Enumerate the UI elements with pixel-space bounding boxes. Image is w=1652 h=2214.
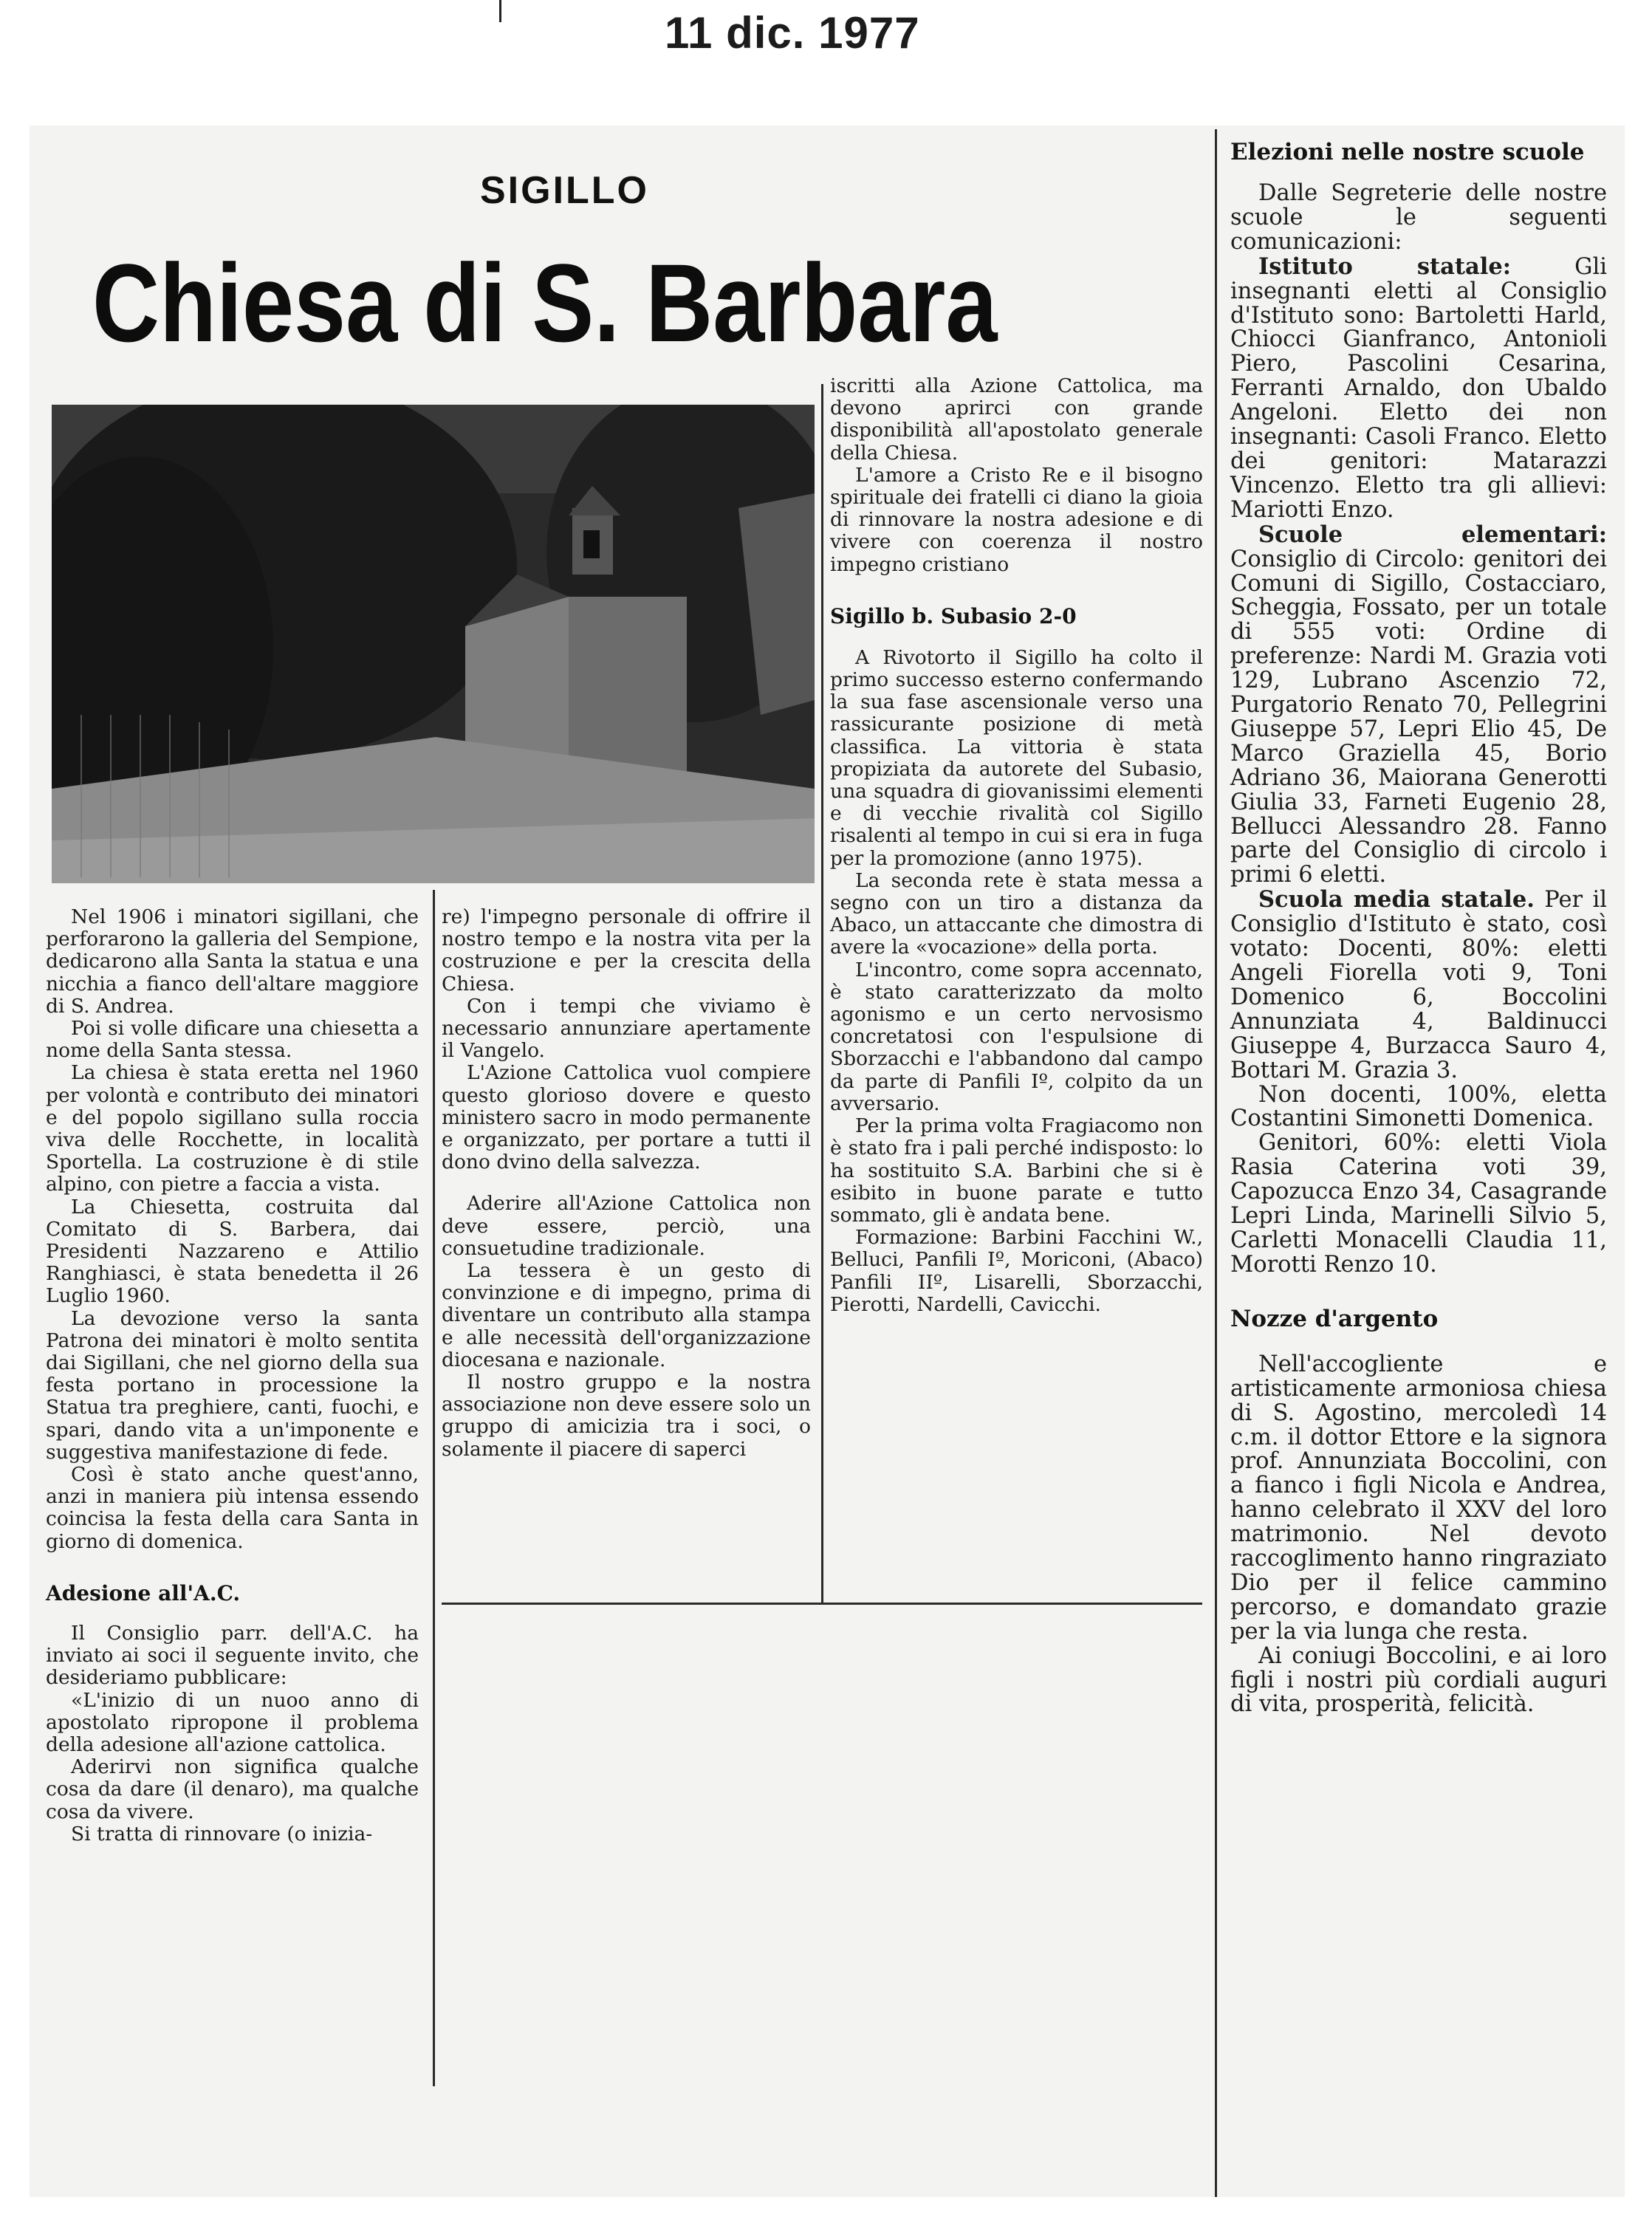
column-rule-2 xyxy=(821,384,823,1603)
paragraph: Così è stato anche quest'anno, anzi in maniera più intensa essendo coincisa la festa della cara Santa in giorno di domenica. xyxy=(46,1463,419,1553)
item-text: Gli insegnanti eletti al Consiglio d'Istituto sono: Bartoletti Harld, Chiocci Gianfranco, Antonioli Piero, Pascolini Cesarina, Ferranti Arnaldo, don Ubaldo Angeloni. Eletto dei non insegnanti: Casoli Franco. Eletto dei genitori: Matarazzi Vincenzo. Eletto tra gli allievi: Mariotti Enzo. xyxy=(1230,253,1607,523)
scan-mark-left xyxy=(499,0,501,22)
column-1 xyxy=(46,906,419,1845)
paragraph: Aderire all'Azione Cattolica non deve essere, perciò, una consuetudine tradizionale. xyxy=(442,1192,811,1260)
paragraph: L'amore a Cristo Re e il bisogno spirituale dei fratelli ci diano la gioia di rinnovare la nostra adesione e di vivere con coerenza il nostro impegno cristiano xyxy=(830,463,1203,576)
paragraph: Formazione: Barbini Facchini W., Belluci, Panfili Iº, Moriconi, (Abaco) Panfili IIº, Lisarelli, Sborzacchi, Pierotti, Nardelli, Cavicchi. xyxy=(830,1226,1203,1316)
paragraph-elementari xyxy=(1230,523,1607,888)
paragraph: Dalle Segreterie delle nostre scuole le seguenti comunicazioni: xyxy=(1230,180,1607,255)
paragraph-istituto xyxy=(1230,255,1607,523)
paragraph: Il Consiglio parr. dell'A.C. ha inviato ai soci il seguente invito, che desideriamo pubblicare: xyxy=(46,1621,419,1690)
paragraph: Nel 1906 i minatori sigillani, che perforarono la galleria del Sempione, dedicarono alla Santa la statua e una nicchia a fianco dell'altare maggiore di S. Andrea. xyxy=(46,905,419,1018)
paragraph: Il nostro gruppo e la nostra associazione non deve essere solo un gruppo di amicizia tra i soci, o solamente il piacere di saperci xyxy=(442,1371,811,1461)
paragraph: A Rivotorto il Sigillo ha colto il primo successo esterno confermando la sua fase ascensionale verso una rassicurante posizione di metà classifica. La vittoria è stata propiziata da autorete del Subasio, una squadra di giovanissimi elementi e di vecchie rivalità col Sigillo risalenti al tempo in cui si era in fuga per la promozione (anno 1975). xyxy=(830,645,1203,870)
paragraph: re) l'impegno personale di offrire il nostro tempo e la nostra vita per la costruzione e per la crescita della Chiesa. xyxy=(442,905,811,995)
paragraph: Non docenti, 100%, eletta Costantini Simonetti Domenica. xyxy=(1230,1081,1607,1132)
paragraph: L'Azione Cattolica vuol compiere questo glorioso dovere e questo ministero sacro in modo permanente e organizzato, per portare a tutti il dono dvino della salvezza. xyxy=(442,1061,811,1174)
paragraph: Poi si volle dificare una chiesetta a nome della Santa stessa. xyxy=(46,1017,419,1063)
item-text: Per il Consiglio d'Istituto è stato, così votato: Docenti, 80%: eletti Angeli Fiorella voti 9, Toni Domenico 6, Boccolini Annunziata 4, Baldinucci Giuseppe 4, Burzacca Sauro 4, Bottari M. Grazia 3. xyxy=(1230,887,1607,1083)
paragraph: iscritti alla Azione Cattolica, ma devono aprirci con grande disponibilità all'apostolato generale della Chiesa. xyxy=(830,374,1203,465)
paragraph: Per la prima volta Fragiacomo non è stato fra i pali perché indisposto: lo ha sostituito S.A. Barbini che si è esibito in buone parate e tutto sommato, gli è andata bene. xyxy=(830,1114,1203,1227)
column-4 xyxy=(1230,139,1607,1717)
chapel-photo xyxy=(52,405,815,883)
section-label: SIGILLO xyxy=(480,169,649,212)
paragraph: «L'inizio di un nuoo anno di apostolato ripropone il problema della adesione all'azione cattolica. xyxy=(46,1688,419,1756)
paragraph: La devozione verso la santa Patrona dei minatori è molto sentita dai Sigillani, che nel giorno della sua festa portano in processione la Statua tra preghiere, canti, fuochi, e spari, dando vita a un'imponente e suggestiva manifestazione di fede. xyxy=(46,1306,419,1464)
subheading-adesione: Adesione all'A.C. xyxy=(46,1580,241,1605)
headline: Chiesa di S. Barbara xyxy=(92,241,998,365)
column-3 xyxy=(830,375,1203,1316)
paragraph: Con i tempi che viviamo è necessario annunziare apertamente il Vangelo. xyxy=(442,994,811,1063)
paragraph: Aderirvi non significa qualche cosa da dare (il denaro), ma qualche cosa da vivere. xyxy=(46,1755,419,1823)
item-lead: Scuole elementari: xyxy=(1258,521,1607,548)
column-2 xyxy=(442,906,811,1461)
item-lead: Istituto statale: xyxy=(1258,253,1511,280)
bottom-rule xyxy=(442,1603,1202,1605)
column-rule-3 xyxy=(1215,129,1217,2197)
item-text: Consiglio di Circolo: genitori dei Comuni di Sigillo, Costacciaro, Scheggia, Fossato, per un totale di 555 voti: Ordine di preferenze: Nardi M. Grazia voti 129, Lubrano Ascenzio 72, Purgatorio Renato 70, Pellegrini Giuseppe 57, Lepri Elio 45, De Marco Graziella 45, Borio Adriano 36, Maiorana Generotti Giulia 33, Farneti Eugenio 28, Bellucci Alessandro 28. Fanno parte del Consiglio di circolo i primi 6 eletti. xyxy=(1230,546,1607,888)
paragraph-media xyxy=(1230,888,1607,1083)
paragraph: La Chiesetta, costruita dal Comitato di S. Barbera, dai Presidenti Nazzareno e Attilio Ranghiasci, è stata benedetta il 26 Luglio 1960. xyxy=(46,1195,419,1308)
paragraph: La seconda rete è stata messa a segno con un tiro a distanza da Abaco, un attaccante che dimostra di avere la «vocazione» della porta. xyxy=(830,868,1203,959)
subheading-sport: Sigillo b. Subasio 2-0 xyxy=(830,603,1077,628)
paragraph: Genitori, 60%: eletti Viola Rasia Caterina voti 39, Capozucca Enzo 34, Casagrande Lepri Linda, Marinelli Silvio 5, Carletti Monacelli Claudia 11, Morotti Renzo 10. xyxy=(1230,1130,1607,1278)
column-rule-1 xyxy=(433,890,435,2086)
paragraph: La tessera è un gesto di convinzione e di impegno, prima di diventare un contributo alla stampa e alle necessità dell'organizzazione diocesana e nazionale. xyxy=(442,1259,811,1371)
heading-nozze: Nozze d'argento xyxy=(1230,1305,1439,1332)
paragraph: La chiesa è stata eretta nel 1960 per volontà e contributo dei minatori e del popolo sigillano sulla roccia viva delle Rocchette, in località Sportella. La costruzione è di stile alpino, con pietre a faccia a vista. xyxy=(46,1061,419,1196)
paragraph: Ai coniugi Boccolini, e ai loro figli i nostri più cordiali auguri di vita, prosperità, felicità. xyxy=(1230,1642,1607,1718)
paragraph: L'incontro, come sopra accennato, è stato caratterizzato da molto agonismo e un certo nervosismo concretatosi con l'espulsione di Sborzacchi e l'abbandono dal campo da parte di Panfili Iº, colpito da un avversario. xyxy=(830,958,1203,1115)
paragraph: Si tratta di rinnovare (o inizia- xyxy=(71,1822,373,1845)
date-stamp: 11 dic. 1977 xyxy=(665,8,920,58)
heading-elezioni: Elezioni nelle nostre scuole xyxy=(1230,139,1585,165)
item-lead: Scuola media statale. xyxy=(1258,886,1535,914)
paragraph: Nell'accogliente e artisticamente armoniosa chiesa di S. Agostino, mercoledì 14 c.m. il dottor Ettore e la signora prof. Annunziata Boccolini, con a fianco i figli Nicola e Andrea, hanno celebrato il XXV del loro matrimonio. Nel devoto raccoglimento hanno ringraziato Dio per il felice cammino percorso, e domandato grazie per la via lunga che resta. xyxy=(1230,1351,1607,1645)
